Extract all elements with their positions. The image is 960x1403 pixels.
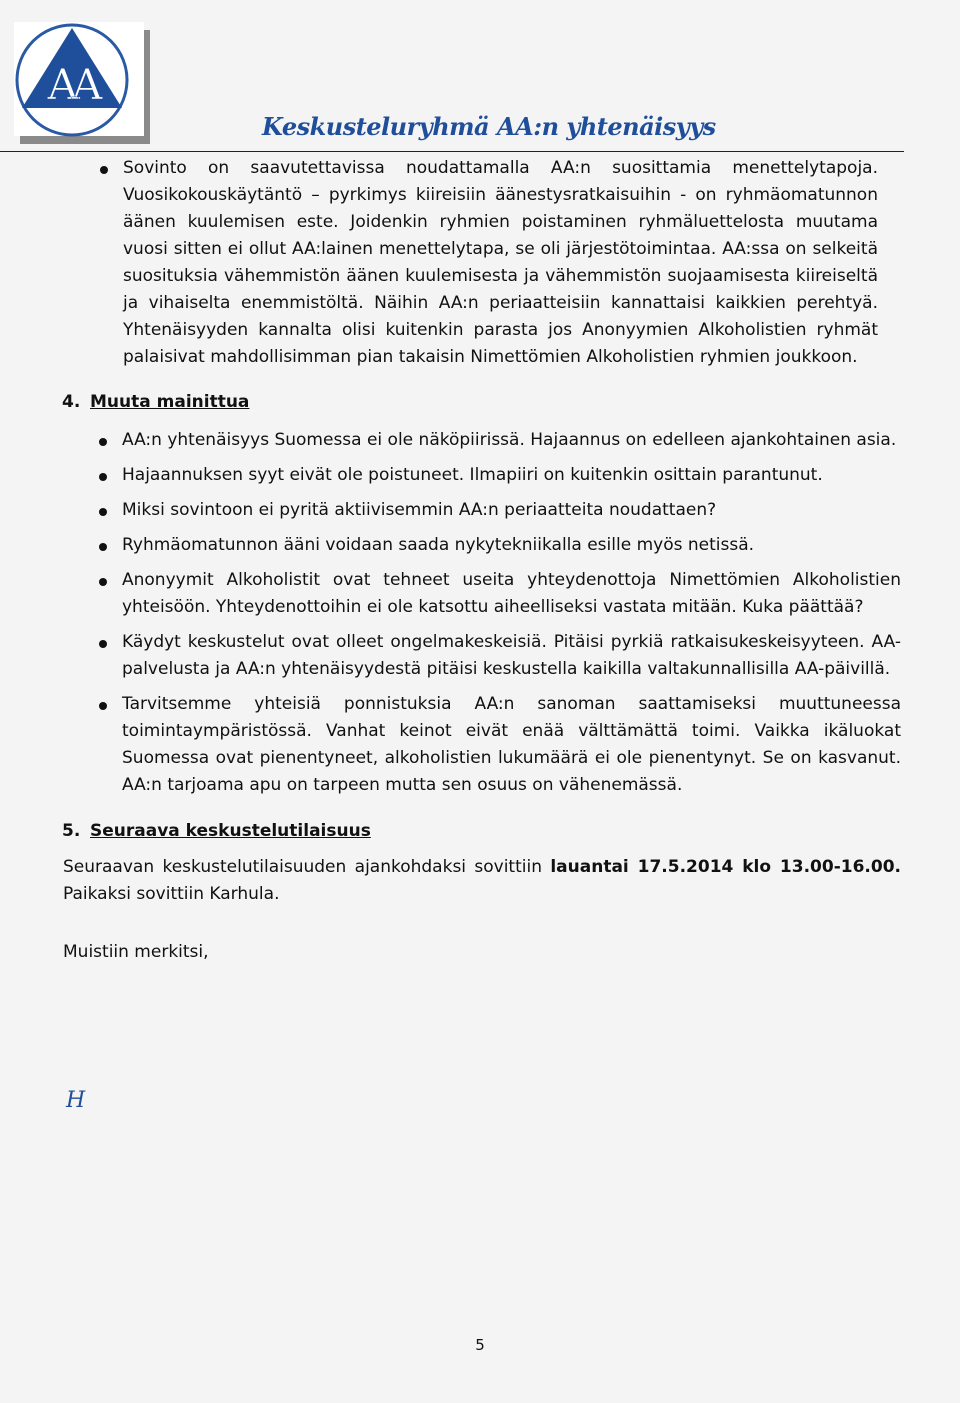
section4-heading — [62, 388, 960, 416]
page-header-title: Keskusteluryhmä AA:n yhtenäisyys — [262, 112, 716, 141]
section-number: 4. — [62, 392, 81, 412]
section-title: Muuta mainittua — [90, 392, 250, 412]
list-item: AA:n yhtenäisyys Suomessa ei ole näköpiirissä. Hajaannus on edelleen ajankohtainen asia. — [122, 427, 901, 454]
list-item: Ryhmäomatunnon ääni voidaan saada nykytekniikalla esille myös netissä. — [122, 532, 901, 559]
aa-triangle-logo-icon — [14, 22, 152, 144]
page-number: 5 — [475, 1336, 485, 1354]
meeting-text-after: Paikaksi sovittiin Karhula. — [63, 884, 280, 904]
section5-heading — [62, 817, 960, 845]
meeting-text-before: Seuraavan keskustelutilaisuuden ajankohdaksi sovittiin — [63, 857, 551, 877]
document-body — [0, 155, 960, 966]
next-meeting-paragraph — [63, 854, 901, 908]
list-item: Käydyt keskustelut ovat olleet ongelmakeskeisiä. Pitäisi pyrkiä ratkaisukeskeisyyteen. AA-palvelusta ja AA:n yhtenäisyydestä pitäisi keskustella kaikilla valtakunnallisilla AA-päivillä. — [122, 629, 901, 683]
header-divider — [0, 151, 904, 152]
section-title: Seuraava keskustelutilaisuus — [90, 821, 371, 841]
list-item: Miksi sovintoon ei pyritä aktiivisemmin AA:n periaatteita noudattaen? — [122, 497, 901, 524]
list-item: Hajaannuksen syyt eivät ole poistuneet. Ilmapiiri on kuitenkin osittain parantunut. — [122, 462, 901, 489]
section-number: 5. — [62, 821, 81, 841]
logo-text: AA — [47, 60, 97, 109]
section4-bullet-list — [122, 427, 901, 799]
list-item: Tarvitsemme yhteisiä ponnistuksia AA:n sanoman saattamiseksi muuttuneessa toimintaympäristössä. Vanhat keinot eivät enää välttämättä toimi. Vaikka ikäluokat Suomessa ovat pienentyneet, alkoholistien lukumäärä ei ole pienentynyt. Se on kasvanut. AA:n tarjoama apu on tarpeen mutta sen osuus on vähenemässä. — [122, 691, 901, 799]
list-item: Anonyymit Alkoholistit ovat tehneet useita yhteydenottoja Nimettömien Alkoholistien yhteisöön. Yhteydenottoihin ei ole katsottu aiheelliseksi vastata mitään. Kuka päättää? — [122, 567, 901, 621]
closing-text: Muistiin merkitsi, — [63, 942, 209, 962]
aa-logo — [14, 22, 152, 144]
section3-bullet-list — [123, 155, 878, 371]
list-item: Sovinto on saavutettavissa noudattamalla AA:n suosittamia menettelytapoja. Vuosikokouskäytäntö – pyrkimys kiireisiin äänestysratkaisuihin - on ryhmäomatunnon äänen kuulemisen este. Joidenkin ryhmien poistaminen ryhmäluettelosta muutama vuosi sitten ei ollut AA:lainen menettelytapa, se oli järjestötoimintaa. AA:ssa on selkeitä suosituksia vähemmistön äänen kuulemisesta ja vähemmistön suojaamisesta kiireiseltä ja vihaiselta enemmistöltä. Näihin AA:n periaatteisiin kannattaisi kaikkien perehtyä. Yhtenäisyyden kannalta olisi kuitenkin parasta jos Anonyymien Alkoholistien ryhmät palaisivat mahdollisimman pian takaisin Nimettömien Alkoholistien ryhmien joukkoon. — [123, 155, 878, 371]
meeting-date: lauantai 17.5.2014 klo 13.00-16.00. — [550, 857, 901, 877]
signature: H — [66, 1088, 86, 1113]
